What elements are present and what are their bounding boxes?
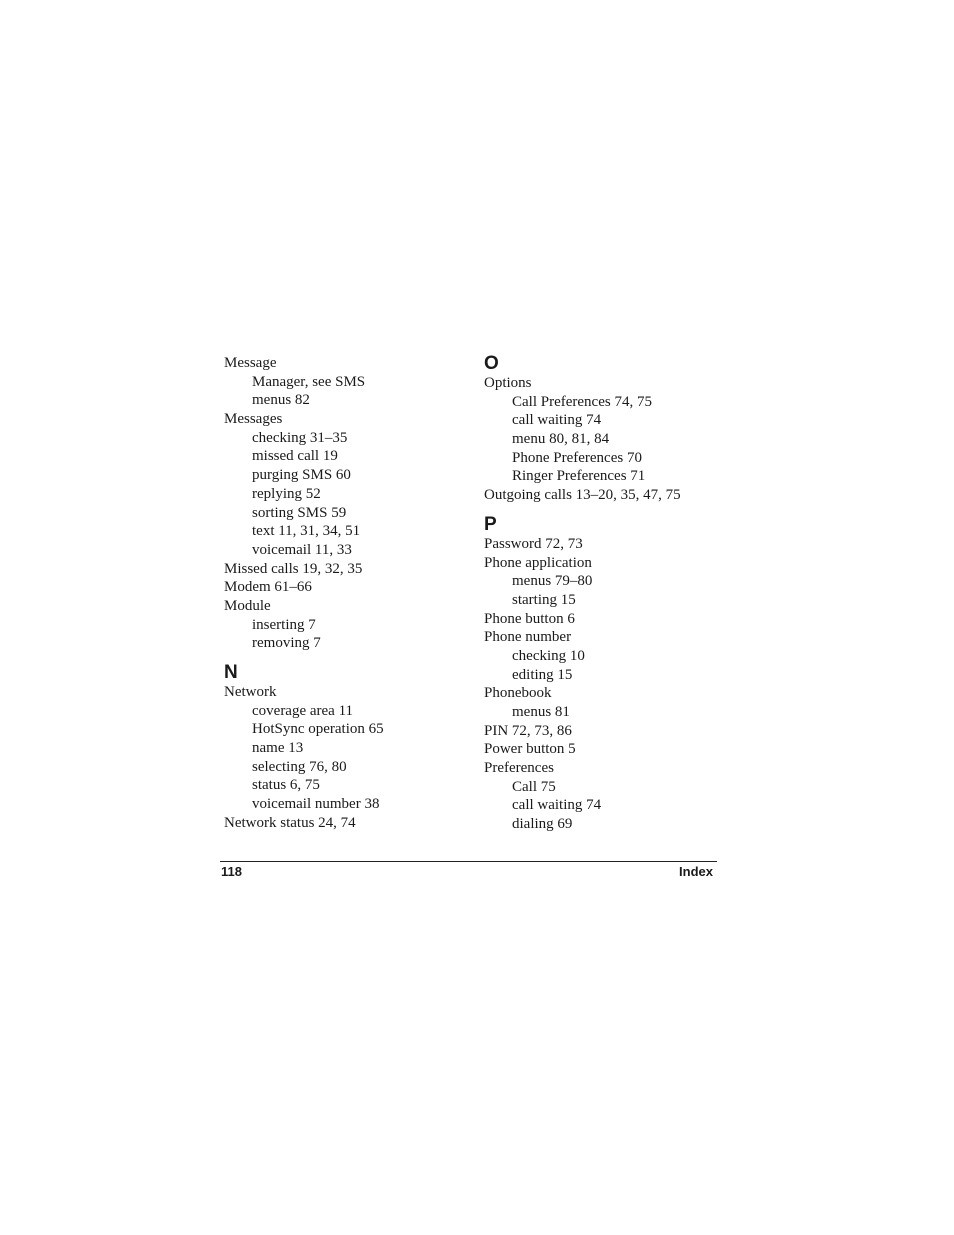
index-entries-p [484, 535, 724, 834]
index-entry: Preferences [484, 760, 554, 777]
index-entry: Outgoing calls 13–20, 35, 47, 75 [484, 487, 681, 504]
index-subentry: coverage area 11 [252, 702, 354, 719]
section-gap [484, 505, 724, 515]
index-left-column [224, 354, 464, 833]
index-subentry: menus 81 [512, 704, 570, 720]
section-letter-n: N [224, 662, 238, 683]
index-subentry: replying 52 [252, 485, 321, 502]
index-subentry: voicemail 11, 33 [252, 541, 352, 558]
index-subentry: Ringer Preferences 71 [512, 468, 646, 485]
index-subentry: menus 82 [252, 392, 310, 409]
index-subentry: menus 79–80 [512, 573, 593, 590]
index-subentry: Manager, see SMS [252, 373, 366, 390]
index-subentry: HotSync operation 65 [252, 721, 384, 738]
index-entries-n [224, 683, 464, 833]
index-entry: Network [224, 684, 277, 700]
index-subentry: menu 80, 81, 84 [512, 431, 610, 448]
index-subentry: voicemail number 38 [252, 796, 380, 813]
index-subentry: name 13 [252, 740, 304, 757]
index-subentry: starting 15 [512, 591, 576, 608]
index-subentry: status 6, 75 [252, 777, 320, 794]
index-entry: Phone number [484, 629, 572, 646]
index-subentry: text 11, 31, 34, 51 [252, 523, 361, 540]
index-entries-o [484, 374, 724, 505]
index-subentry: call waiting 74 [512, 797, 602, 814]
index-entry: Module [224, 597, 271, 614]
index-entry: Message [224, 355, 277, 371]
index-entry: Options [484, 375, 532, 391]
index-subentry: Phone Preferences 70 [512, 449, 642, 466]
index-entry: Messages [224, 411, 283, 428]
index-entries-m [224, 354, 464, 653]
index-entry: Modem 61–66 [224, 579, 312, 596]
index-subentry: sorting SMS 59 [252, 504, 347, 521]
index-subentry: editing 15 [512, 666, 573, 683]
index-subentry: checking 10 [512, 647, 585, 664]
index-subentry: Call 75 [512, 778, 556, 795]
index-entry: Password 72, 73 [484, 535, 583, 552]
index-entry: Network status 24, 74 [224, 814, 356, 831]
index-subentry: checking 31–35 [252, 429, 348, 446]
index-subentry: inserting 7 [252, 616, 316, 633]
section-letter-p: P [484, 513, 497, 535]
index-subentry: removing 7 [252, 635, 321, 652]
index-entry: Phonebook [484, 685, 552, 702]
footer-rule [220, 861, 717, 862]
index-subentry: call waiting 74 [512, 412, 602, 429]
section-letter-o: O [484, 353, 499, 374]
index-subentry: missed call 19 [252, 448, 338, 465]
section-gap [224, 653, 464, 663]
index-entry: Power button 5 [484, 741, 576, 758]
footer-section-title: Index [679, 864, 713, 879]
index-entry: Phone application [484, 554, 592, 571]
page-number: 118 [221, 864, 242, 879]
index-subentry: dialing 69 [512, 816, 573, 833]
index-subentry: Call Preferences 74, 75 [512, 393, 652, 410]
index-right-column [484, 354, 724, 834]
index-subentry: purging SMS 60 [252, 467, 351, 484]
index-entry: PIN 72, 73, 86 [484, 722, 572, 739]
index-subentry: selecting 76, 80 [252, 758, 347, 775]
index-entry: Missed calls 19, 32, 35 [224, 560, 363, 577]
index-entry: Phone button 6 [484, 610, 575, 627]
